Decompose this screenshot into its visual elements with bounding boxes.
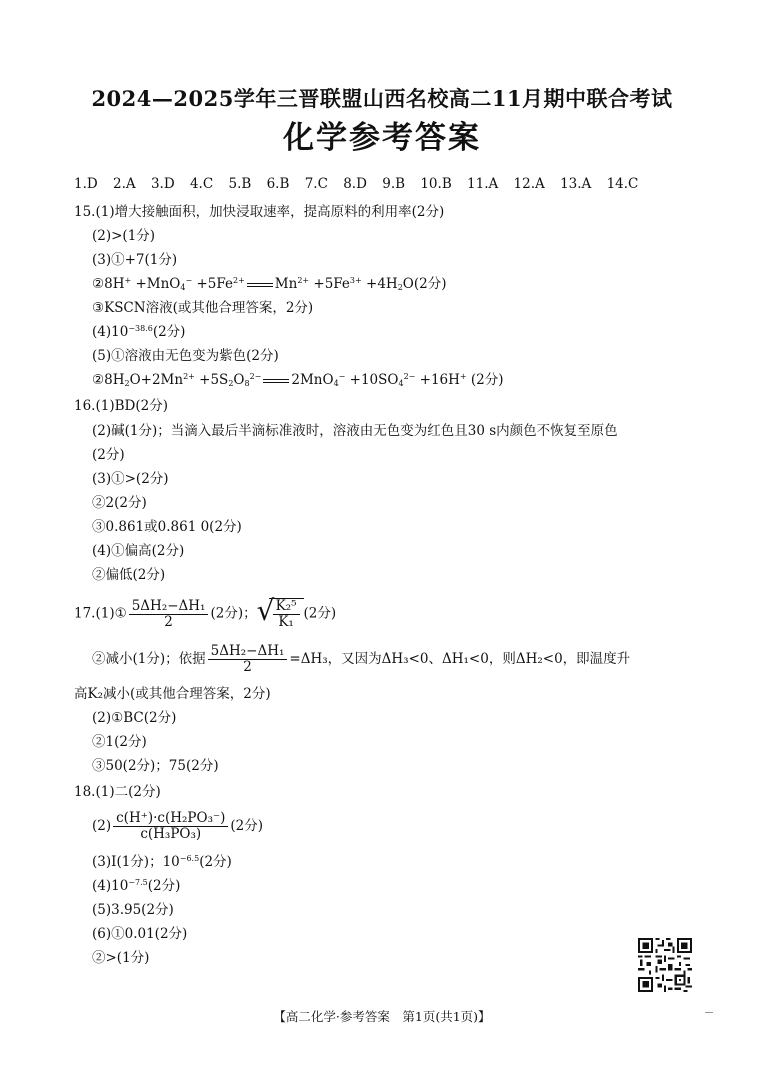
fraction: $\frac{\text{5ΔH₂−ΔH₁}}{2}$ bbox=[208, 644, 288, 675]
mc-answer: 10.B bbox=[420, 176, 452, 192]
qr-code-icon bbox=[638, 938, 692, 992]
mc-answer: 1.D bbox=[74, 176, 98, 192]
mc-answer: 7.C bbox=[304, 176, 328, 192]
q16-line-3: (2分) bbox=[92, 447, 125, 463]
q17-line-4: (2)①BC(2分) bbox=[92, 710, 177, 726]
q17-line-1: 17.(1)① $\frac{\text{5ΔH₂−ΔH₁}}{2}$ (2分)； √ $\frac{\text{K₂⁵}}{\text{K₁}}$ (2分) bbox=[74, 594, 337, 630]
mc-answer: 13.A bbox=[560, 176, 592, 192]
q16-line-7: (4)①偏高(2分) bbox=[92, 543, 185, 559]
q15-line-6: $(4)10^{-38.6}(2$分) bbox=[92, 324, 186, 340]
mc-answer: 6.B bbox=[266, 176, 290, 192]
square-root: √ $\frac{\text{K₂⁵}}{\text{K₁}}$ bbox=[257, 598, 304, 630]
q18-line-1: 18.(1)二(2分) bbox=[74, 784, 161, 800]
q16-line-4: (3)①>(2分) bbox=[92, 471, 169, 487]
mc-answer: 11.A bbox=[467, 176, 499, 192]
q18-line-4: $(4)10^{-7.5}(2$分) bbox=[92, 878, 181, 894]
q16-line-5: ②2(2分) bbox=[92, 495, 147, 511]
mc-answer: 12.A bbox=[513, 176, 545, 192]
mc-answer: 3.D bbox=[150, 176, 175, 192]
fraction: $\frac{\text{K₂⁵}}{\text{K₁}}$ bbox=[273, 599, 300, 630]
q16-line-2: (2)碱(1分)；当滴入最后半滴标准液时，溶液由无色变为红色且30 s内颜色不恢复至原色 bbox=[92, 423, 618, 439]
q15-line-5: ③KSCN溶液(或其他合理答案，2分) bbox=[92, 300, 314, 316]
exam-title: 2024—2025学年三晋联盟山西名校高二11月期中联合考试 bbox=[91, 86, 673, 111]
mc-answer: 2.A bbox=[113, 176, 136, 192]
multiple-choice-answers bbox=[74, 176, 649, 192]
q16-line-8: ②偏低(2分) bbox=[92, 567, 166, 583]
q18-line-5: (5)3.95(2分) bbox=[92, 902, 174, 918]
q15-equation-2: $②8H_2O+2Mn^{2+} +5S_2O_8^{2-}$ $2MnO_4^- +10SO_4^{2-} +16H^+$ (2分) bbox=[92, 372, 504, 388]
q18-line-2: (2) $\frac{\text{c(H⁺)·c(H₂PO₃⁻)}}{\text{c(H₃PO₃)}}$ (2分) bbox=[92, 810, 264, 842]
equals-arrow bbox=[263, 379, 289, 383]
q17-line-6: ③50(2分)；75(2分) bbox=[92, 758, 219, 774]
q15-line-7: (5)①溶液由无色变为紫色(2分) bbox=[92, 348, 279, 364]
page-footer: 【高二化学·参考答案 第1页(共1页)】 bbox=[273, 1009, 491, 1024]
q17-line-2: ②减小(1分)；依据 $\frac{\text{5ΔH₂−ΔH₁}}{2}$ =ΔH₃，又因为ΔH₃<0、ΔH₁<0，则ΔH₂<0，即温度升 bbox=[92, 643, 631, 675]
q18-line-6: (6)①0.01(2分) bbox=[92, 926, 188, 942]
equals-arrow bbox=[247, 283, 273, 287]
q18-line-7: ②>(1分) bbox=[92, 950, 150, 966]
q15-line-3: (3)①+7(1分) bbox=[92, 252, 178, 268]
fraction: $\frac{\text{5ΔH₂−ΔH₁}}{2}$ bbox=[129, 599, 209, 630]
q18-line-3: (3)Ⅰ(1分)；$10^{-6.5}(2$分) bbox=[92, 854, 232, 870]
mc-answer: 5.B bbox=[228, 176, 252, 192]
document-title: 化学参考答案 bbox=[283, 120, 481, 156]
mc-answer: 14.C bbox=[606, 176, 639, 192]
mc-answer: 4.C bbox=[189, 176, 214, 192]
q16-line-1: 16.(1)BD(2分) bbox=[74, 398, 168, 414]
q17-line-3: 高K₂减小(或其他合理答案，2分) bbox=[74, 686, 271, 702]
divider bbox=[705, 1012, 713, 1013]
q17-line-5: ②1(2分) bbox=[92, 734, 147, 750]
q16-line-6: ③0.861或0.861 0(2分) bbox=[92, 519, 242, 535]
mc-answer: 9.B bbox=[382, 176, 406, 192]
mc-answer: 8.D bbox=[343, 176, 367, 192]
q15-line-2: (2)>(1分) bbox=[92, 228, 156, 244]
fraction: $\frac{\text{c(H⁺)·c(H₂PO₃⁻)}}{\text{c(H₃PO₃)}}$ bbox=[113, 811, 228, 842]
q15-equation-1: ②8H+ $+MnO_4^- +5Fe^{2+}$ $Mn^{2+} +5Fe^{3+} +4H_2O(2$分) bbox=[92, 276, 447, 292]
q15-line-1: 15.(1)增大接触面积，加快浸取速率，提高原料的利用率(2分) bbox=[74, 204, 445, 220]
